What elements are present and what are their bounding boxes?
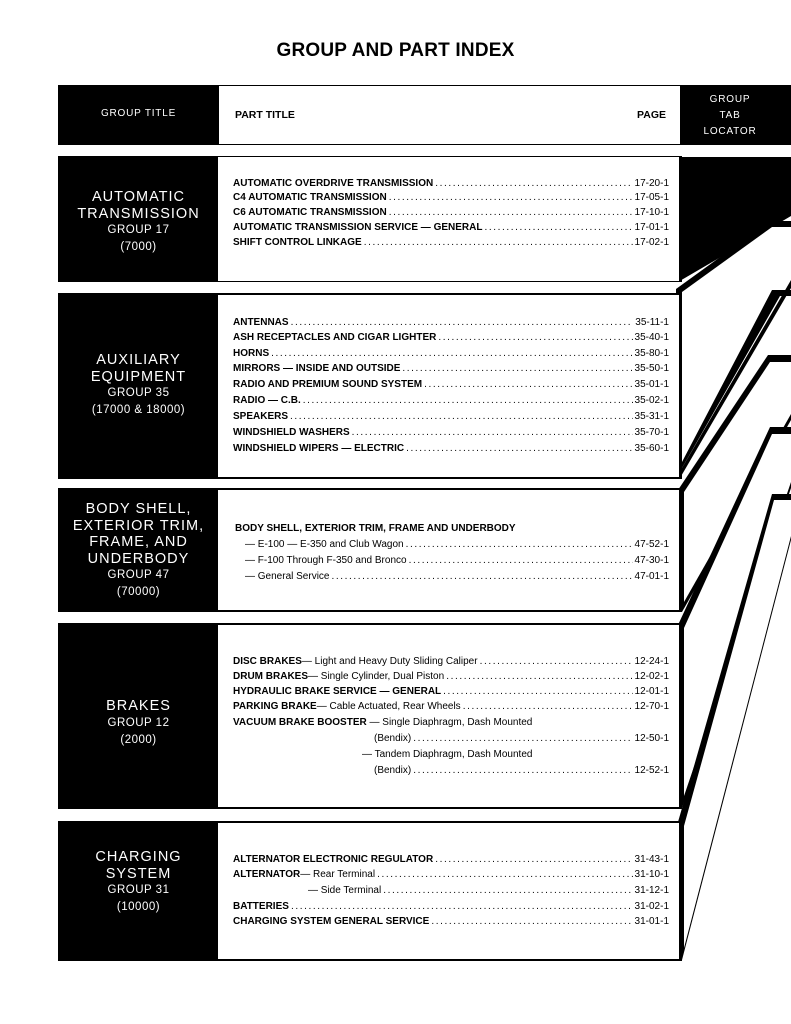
part-entry bbox=[233, 686, 669, 698]
part-page: 35-01-1 bbox=[634, 379, 669, 390]
part-page: 12-02-1 bbox=[634, 671, 669, 682]
part-title: MIRRORS — INSIDE AND OUTSIDE bbox=[233, 363, 401, 374]
group-title-body bbox=[58, 501, 219, 601]
part-title: C4 AUTOMATIC TRANSMISSION bbox=[233, 192, 387, 203]
header-page: PAGE bbox=[637, 109, 666, 121]
group-name-line: TRANSMISSION bbox=[77, 205, 200, 222]
part-entry bbox=[233, 916, 669, 928]
part-entry bbox=[233, 427, 669, 439]
part-page: 35-60-1 bbox=[634, 443, 669, 454]
part-title: CHARGING SYSTEM GENERAL SERVICE bbox=[233, 916, 430, 927]
group-title-auxiliary bbox=[58, 352, 219, 419]
header-part-title: PART TITLE bbox=[235, 109, 295, 121]
part-entry bbox=[233, 207, 669, 219]
page-title: GROUP AND PART INDEX bbox=[276, 40, 515, 61]
group-title-transmission bbox=[58, 189, 219, 256]
part-page: 17-02-1 bbox=[634, 237, 669, 248]
part-entry bbox=[233, 363, 669, 375]
part-title: (Bendix) bbox=[374, 765, 412, 776]
part-area bbox=[218, 157, 679, 281]
group-name-line: SYSTEM bbox=[105, 865, 172, 882]
group-code: (17000 & 18000) bbox=[91, 404, 186, 416]
part-title: SPEAKERS bbox=[233, 411, 289, 422]
part-entry bbox=[233, 717, 532, 729]
part-title: HORNS bbox=[233, 348, 270, 359]
part-entry bbox=[374, 733, 669, 745]
part-entry bbox=[308, 885, 669, 897]
part-entry bbox=[245, 555, 669, 567]
part-page: 35-02-1 bbox=[634, 395, 669, 406]
group-number: GROUP 35 bbox=[107, 387, 170, 399]
part-entry bbox=[233, 901, 669, 913]
part-page: 17-10-1 bbox=[634, 207, 669, 218]
part-page: 47-52-1 bbox=[634, 539, 669, 550]
part-title: VACUUM BRAKE BOOSTER bbox=[233, 717, 367, 728]
part-page: 17-05-1 bbox=[634, 192, 669, 203]
part-page: 12-52-1 bbox=[634, 765, 669, 776]
group-number: GROUP 47 bbox=[107, 569, 170, 581]
part-entry bbox=[233, 411, 669, 423]
part-title: C6 AUTOMATIC TRANSMISSION bbox=[233, 207, 387, 218]
part-title: ALTERNATOR bbox=[233, 869, 301, 880]
part-page: 35-31-1 bbox=[634, 411, 669, 422]
part-page: 31-12-1 bbox=[634, 885, 669, 896]
group-name-line: CHARGING bbox=[95, 849, 182, 865]
group-code: (7000) bbox=[120, 241, 157, 253]
part-page: 35-50-1 bbox=[634, 363, 669, 374]
part-page: 12-50-1 bbox=[634, 733, 669, 744]
part-entry bbox=[374, 765, 669, 777]
part-subtitle: — Rear Terminal bbox=[300, 869, 376, 880]
part-entry bbox=[233, 671, 669, 683]
part-entry bbox=[233, 854, 669, 866]
part-title: — E-100 — E-350 and Club Wagon bbox=[245, 539, 404, 550]
part-subtitle: — Light and Heavy Duty Sliding Caliper bbox=[301, 656, 478, 667]
part-page: 12-01-1 bbox=[634, 686, 669, 697]
part-title: BATTERIES bbox=[233, 901, 289, 912]
part-title: — Tandem Diaphragm, Dash Mounted bbox=[362, 749, 533, 760]
part-title: RADIO AND PREMIUM SOUND SYSTEM bbox=[233, 379, 423, 390]
part-subtitle: — Cable Actuated, Rear Wheels bbox=[316, 701, 461, 712]
part-area bbox=[218, 625, 679, 807]
part-page: 17-20-1 bbox=[634, 178, 669, 189]
part-entry bbox=[233, 443, 669, 455]
header-tab-line: TAB bbox=[719, 110, 741, 121]
part-title: AUTOMATIC TRANSMISSION SERVICE — GENERAL bbox=[233, 222, 483, 233]
part-page: 31-10-1 bbox=[634, 869, 669, 880]
part-page: 35-70-1 bbox=[634, 427, 669, 438]
part-page: 17-01-1 bbox=[634, 222, 669, 233]
group-name-line: EQUIPMENT bbox=[90, 368, 187, 385]
part-title: AUTOMATIC OVERDRIVE TRANSMISSION bbox=[233, 178, 434, 189]
part-page: 31-01-1 bbox=[634, 916, 669, 927]
group-code: (2000) bbox=[120, 733, 157, 746]
part-page: 47-01-1 bbox=[634, 571, 669, 582]
part-entry bbox=[233, 317, 669, 329]
part-page: 12-24-1 bbox=[634, 656, 669, 667]
group-name-line: UNDERBODY bbox=[87, 550, 190, 567]
header-tab-line: LOCATOR bbox=[703, 126, 757, 137]
part-entry bbox=[245, 571, 669, 583]
part-entry bbox=[245, 539, 669, 551]
part-entry bbox=[233, 237, 669, 249]
group-number: GROUP 12 bbox=[107, 716, 170, 729]
part-entry bbox=[233, 332, 669, 344]
part-page: 35-80-1 bbox=[634, 348, 669, 359]
part-page: 47-30-1 bbox=[634, 555, 669, 566]
group-name-line: BRAKES bbox=[106, 698, 171, 714]
group-code: (10000) bbox=[116, 901, 161, 913]
part-entry bbox=[233, 222, 669, 234]
part-title: HYDRAULIC BRAKE SERVICE — GENERAL bbox=[233, 686, 442, 697]
group-number: GROUP 31 bbox=[107, 884, 170, 896]
group-name-line: FRAME, AND bbox=[89, 534, 188, 550]
part-heading bbox=[235, 523, 516, 535]
part-title: DISC BRAKES bbox=[233, 656, 302, 667]
part-entry bbox=[233, 656, 669, 668]
part-title: (Bendix) bbox=[374, 733, 412, 744]
header-group-title: GROUP TITLE bbox=[100, 108, 177, 119]
group-name-line: AUTOMATIC bbox=[91, 189, 186, 205]
part-title: WINDSHIELD WASHERS bbox=[233, 427, 350, 438]
part-title: PARKING BRAKE bbox=[233, 701, 317, 712]
header-tab-line: GROUP bbox=[709, 94, 751, 105]
group-number: GROUP 17 bbox=[107, 224, 170, 236]
group-title-charging bbox=[58, 849, 219, 916]
part-entry bbox=[233, 701, 669, 713]
part-title: WINDSHIELD WIPERS — ELECTRIC bbox=[233, 443, 405, 454]
group-name-line: BODY SHELL, bbox=[85, 501, 192, 517]
part-entry bbox=[233, 395, 669, 407]
group-name-line: EXTERIOR TRIM, bbox=[72, 517, 205, 534]
group-name-line: AUXILIARY bbox=[96, 352, 181, 368]
part-title: — F-100 Through F-350 and Bronco bbox=[245, 555, 407, 566]
part-page: 12-70-1 bbox=[634, 701, 669, 712]
part-entry bbox=[233, 192, 669, 204]
part-page: 31-02-1 bbox=[634, 901, 669, 912]
part-title: SHIFT CONTROL LINKAGE bbox=[233, 237, 362, 248]
part-entry bbox=[233, 379, 669, 391]
part-entry bbox=[233, 869, 669, 881]
part-entry bbox=[233, 348, 669, 360]
part-subtitle: — Single Cylinder, Dual Piston bbox=[308, 671, 445, 682]
part-subtitle: — Single Diaphragm, Dash Mounted bbox=[366, 717, 533, 728]
group-code: (70000) bbox=[116, 586, 161, 598]
part-entry bbox=[362, 749, 532, 761]
part-title: BODY SHELL, EXTERIOR TRIM, FRAME AND UNDERBODY bbox=[235, 523, 516, 534]
group-title-brakes bbox=[58, 698, 219, 749]
part-title: DRUM BRAKES bbox=[233, 671, 308, 682]
part-page: 35-11-1 bbox=[635, 317, 669, 328]
part-page: 31-43-1 bbox=[634, 854, 669, 865]
part-title: ASH RECEPTACLES AND CIGAR LIGHTER bbox=[233, 332, 437, 343]
part-title: ANTENNAS bbox=[233, 317, 289, 328]
part-page: 35-40-1 bbox=[634, 332, 669, 343]
part-title: — Side Terminal bbox=[308, 885, 382, 896]
part-title: ALTERNATOR ELECTRONIC REGULATOR bbox=[233, 854, 434, 865]
part-title: — General Service bbox=[245, 571, 330, 582]
part-entry bbox=[233, 178, 669, 190]
part-title: RADIO — C.B. bbox=[233, 395, 301, 406]
